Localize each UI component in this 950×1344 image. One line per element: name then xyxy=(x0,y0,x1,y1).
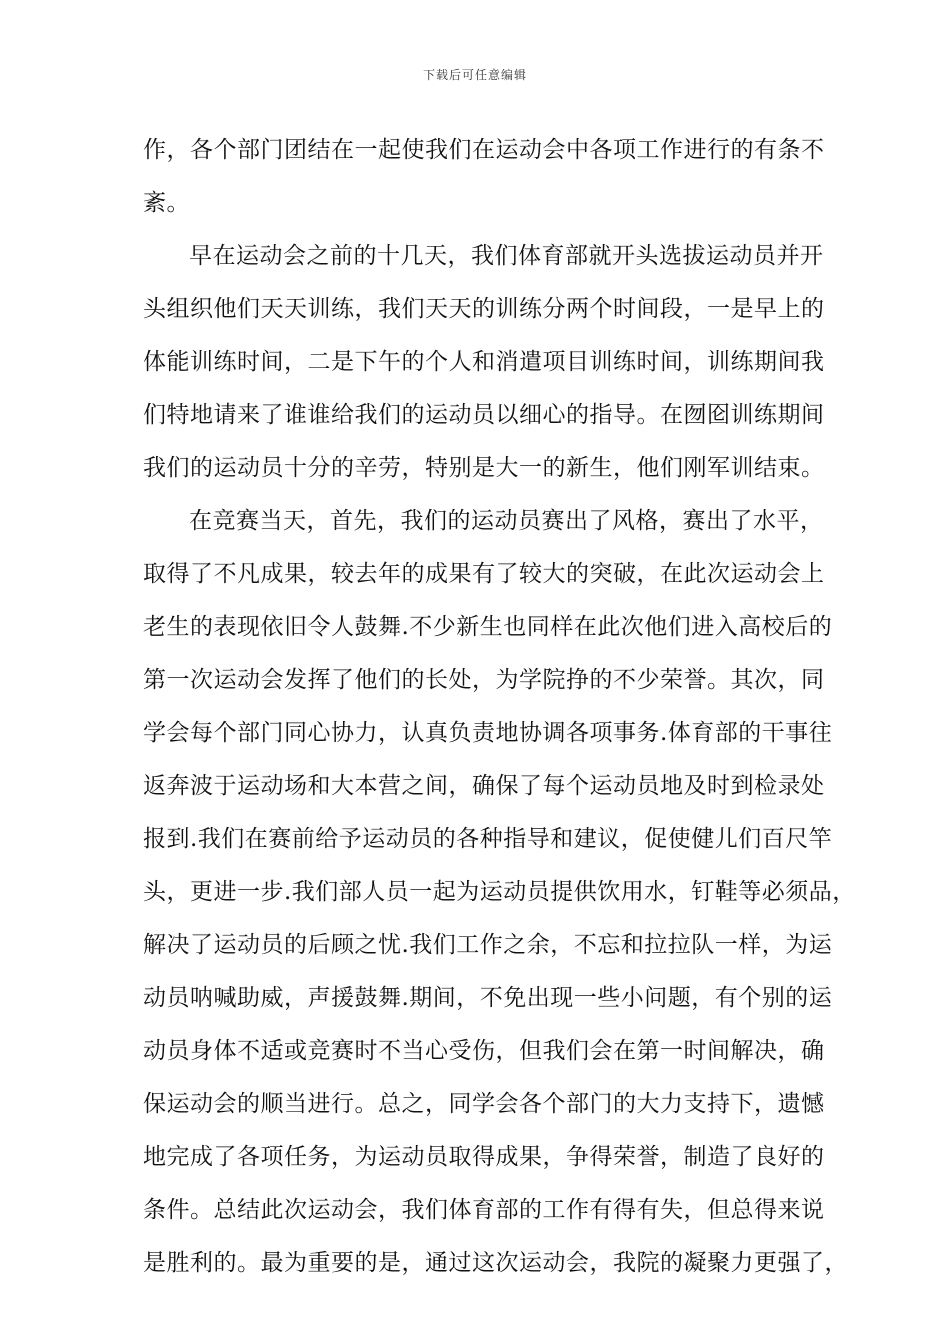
text-line: 头，更进一步.我们部人员一起为运动员提供饮用水，钉鞋等必须品， xyxy=(143,879,856,905)
text-line: 第一次运动会发挥了他们的长处，为学院挣的不少荣誉。其次，同 xyxy=(143,667,825,693)
text-line: 老生的表现依旧令人鼓舞.不少新生也同样在此次他们进入高校后的 xyxy=(143,614,833,640)
text-line: 头组织他们天天训练，我们天天的训练分两个时间段，一是早上的 xyxy=(143,296,825,322)
text-line: 紊。 xyxy=(143,190,190,216)
text-line: 取得了不凡成果，较去年的成果有了较大的突破，在此次运动会上 xyxy=(143,561,825,587)
document-body xyxy=(143,124,856,1290)
text-line: 保运动会的顺当进行。总之，同学会各个部门的大力支持下，遗憾 xyxy=(143,1091,825,1117)
text-line: 地完成了各项任务，为运动员取得成果，争得荣誉，制造了良好的 xyxy=(143,1144,825,1170)
text-line: 返奔波于运动场和大本营之间，确保了每个运动员地及时到检录处 xyxy=(143,773,825,799)
text-line: 体能训练时间，二是下午的个人和消遣项目训练时间，训练期间我 xyxy=(143,349,825,375)
page-header: 下载后可任意编辑 xyxy=(422,68,527,82)
text-line: 作，各个部门团结在一起使我们在运动会中各项工作进行的有条不 xyxy=(143,137,825,163)
text-line: 条件。总结此次运动会，我们体育部的工作有得有失，但总得来说 xyxy=(143,1197,825,1223)
text-line: 我们的运动员十分的辛劳，特别是大一的新生，他们刚军训结束。 xyxy=(143,455,825,481)
text-line: 报到.我们在赛前给予运动员的各种指导和建议，促使健儿们百尺竿 xyxy=(143,826,833,852)
text-line: 是胜利的。最为重要的是，通过这次运动会，我院的凝聚力更强了， xyxy=(143,1250,848,1276)
text-line: 学会每个部门同心协力，认真负责地协调各项事务.体育部的干事往 xyxy=(143,720,833,746)
text-line: 动员呐喊助威，声援鼓舞.期间，不免出现一些小问题，有个别的运 xyxy=(143,985,833,1011)
paragraph-start-line: 早在运动会之前的十几天，我们体育部就开头选拔运动员并开 xyxy=(189,243,824,269)
paragraph-start-line: 在竞赛当天，首先，我们的运动员赛出了风格，赛出了水平， xyxy=(189,508,824,534)
text-line: 解决了运动员的后顾之忧.我们工作之余，不忘和拉拉队一样，为运 xyxy=(143,932,833,958)
text-line: 动员身体不适或竞赛时不当心受伤，但我们会在第一时间解决，确 xyxy=(143,1038,825,1064)
text-line: 们特地请来了谁谁给我们的运动员以细心的指导。在囫囵训练期间 xyxy=(143,402,825,428)
